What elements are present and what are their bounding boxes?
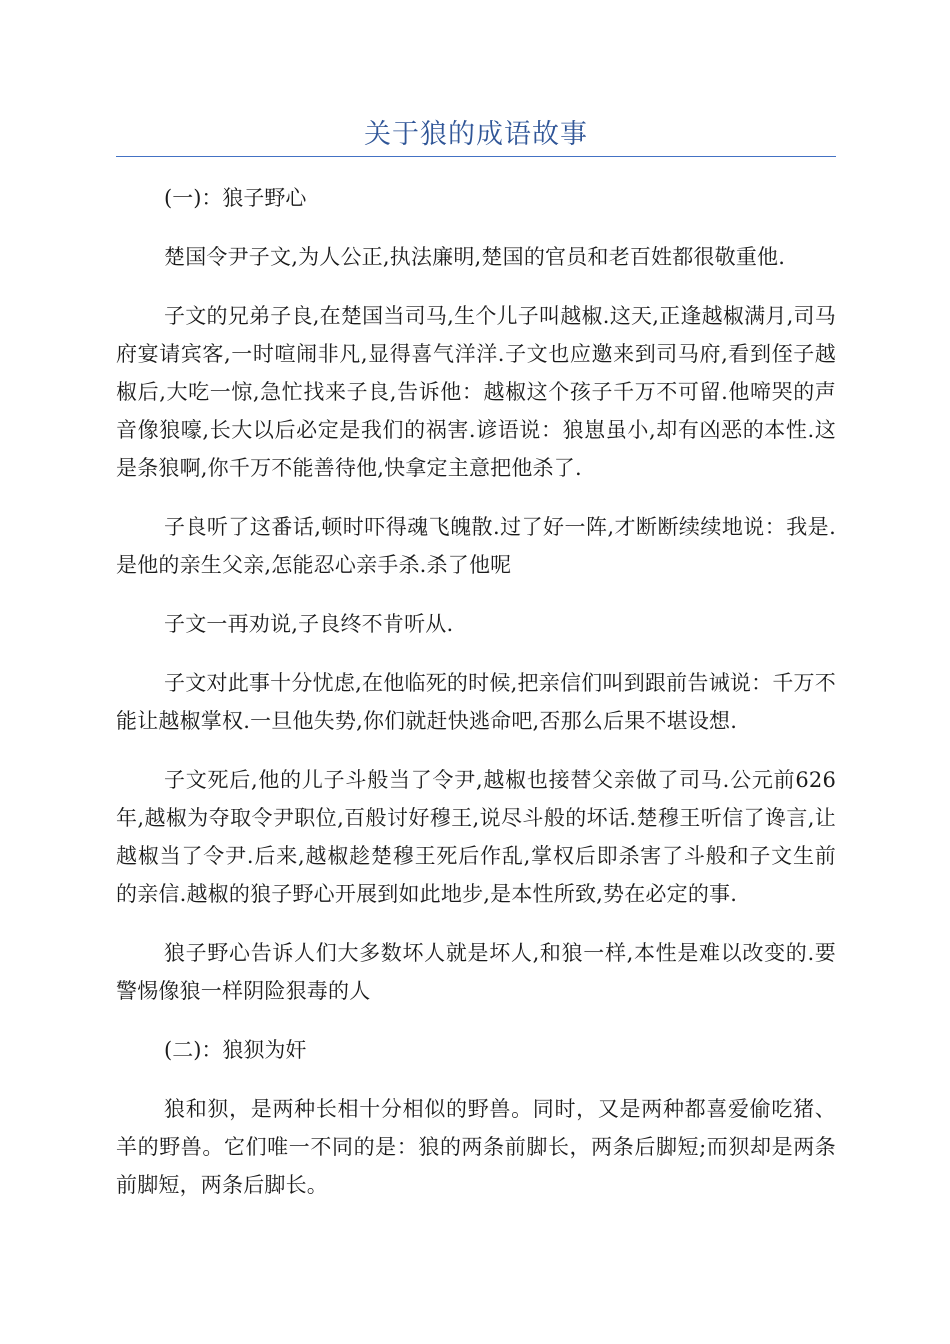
paragraph: 狼子野心告诉人们大多数坏人就是坏人,和狼一样,本性是难以改变的.要警惕像狼一样阴险狠毒的人 [116, 941, 836, 1003]
paragraph: 子良听了这番话,顿时吓得魂飞魄散.过了好一阵,才断断续续地说：我是.是他的亲生父亲,怎能忍心亲手杀.杀了他呢 [116, 515, 836, 577]
paragraph: 楚国令尹子文,为人公正,执法廉明,楚国的官员和老百姓都很敬重他. [164, 245, 786, 269]
document-title: 关于狼的成语故事 [364, 119, 588, 150]
section-heading: (一)：狼子野心 [164, 186, 307, 210]
paragraph: 狼和狈，是两种长相十分相似的野兽。同时，又是两种都喜爱偷吃猪、羊的野兽。它们唯一不同的是：狼的两条前脚长，两条后脚短;而狈却是两条前脚短，两条后脚长。 [116, 1097, 836, 1197]
document-body [116, 179, 836, 1204]
section-heading: (二)：狼狈为奸 [164, 1038, 307, 1062]
section [116, 179, 836, 1010]
title-underline [116, 156, 836, 157]
section [116, 1031, 836, 1204]
document-page [116, 0, 836, 1225]
paragraph: 子文死后,他的儿子斗般当了令尹,越椒也接替父亲做了司马.公元前626年,越椒为夺取令尹职位,百般讨好穆王,说尽斗般的坏话.楚穆王听信了谗言,让越椒当了令尹.后来,越椒趁楚穆王死后作乱,掌权后即杀害了斗般和子文生前的亲信.越椒的狼子野心开展到如此地步,是本性所致,势在必定的事. [116, 768, 836, 906]
paragraph: 子文一再劝说,子良终不肯听从. [164, 612, 454, 636]
paragraph: 子文对此事十分忧虑,在他临死的时候,把亲信们叫到跟前告诫说：千万不能让越椒掌权.一旦他失势,你们就赶快逃命吧,否那么后果不堪设想. [116, 671, 836, 733]
paragraph: 子文的兄弟子良,在楚国当司马,生个儿子叫越椒.这天,正逢越椒满月,司马府宴请宾客,一时喧闹非凡,显得喜气洋洋.子文也应邀来到司马府,看到侄子越椒后,大吃一惊,急忙找来子良,告诉他：越椒这个孩子千万不可留.他啼哭的声音像狼嚎,长大以后必定是我们的祸害.谚语说：狼崽虽小,却有凶恶的本性.这是条狼啊,你千万不能善待他,快拿定主意把他杀了. [116, 304, 836, 480]
